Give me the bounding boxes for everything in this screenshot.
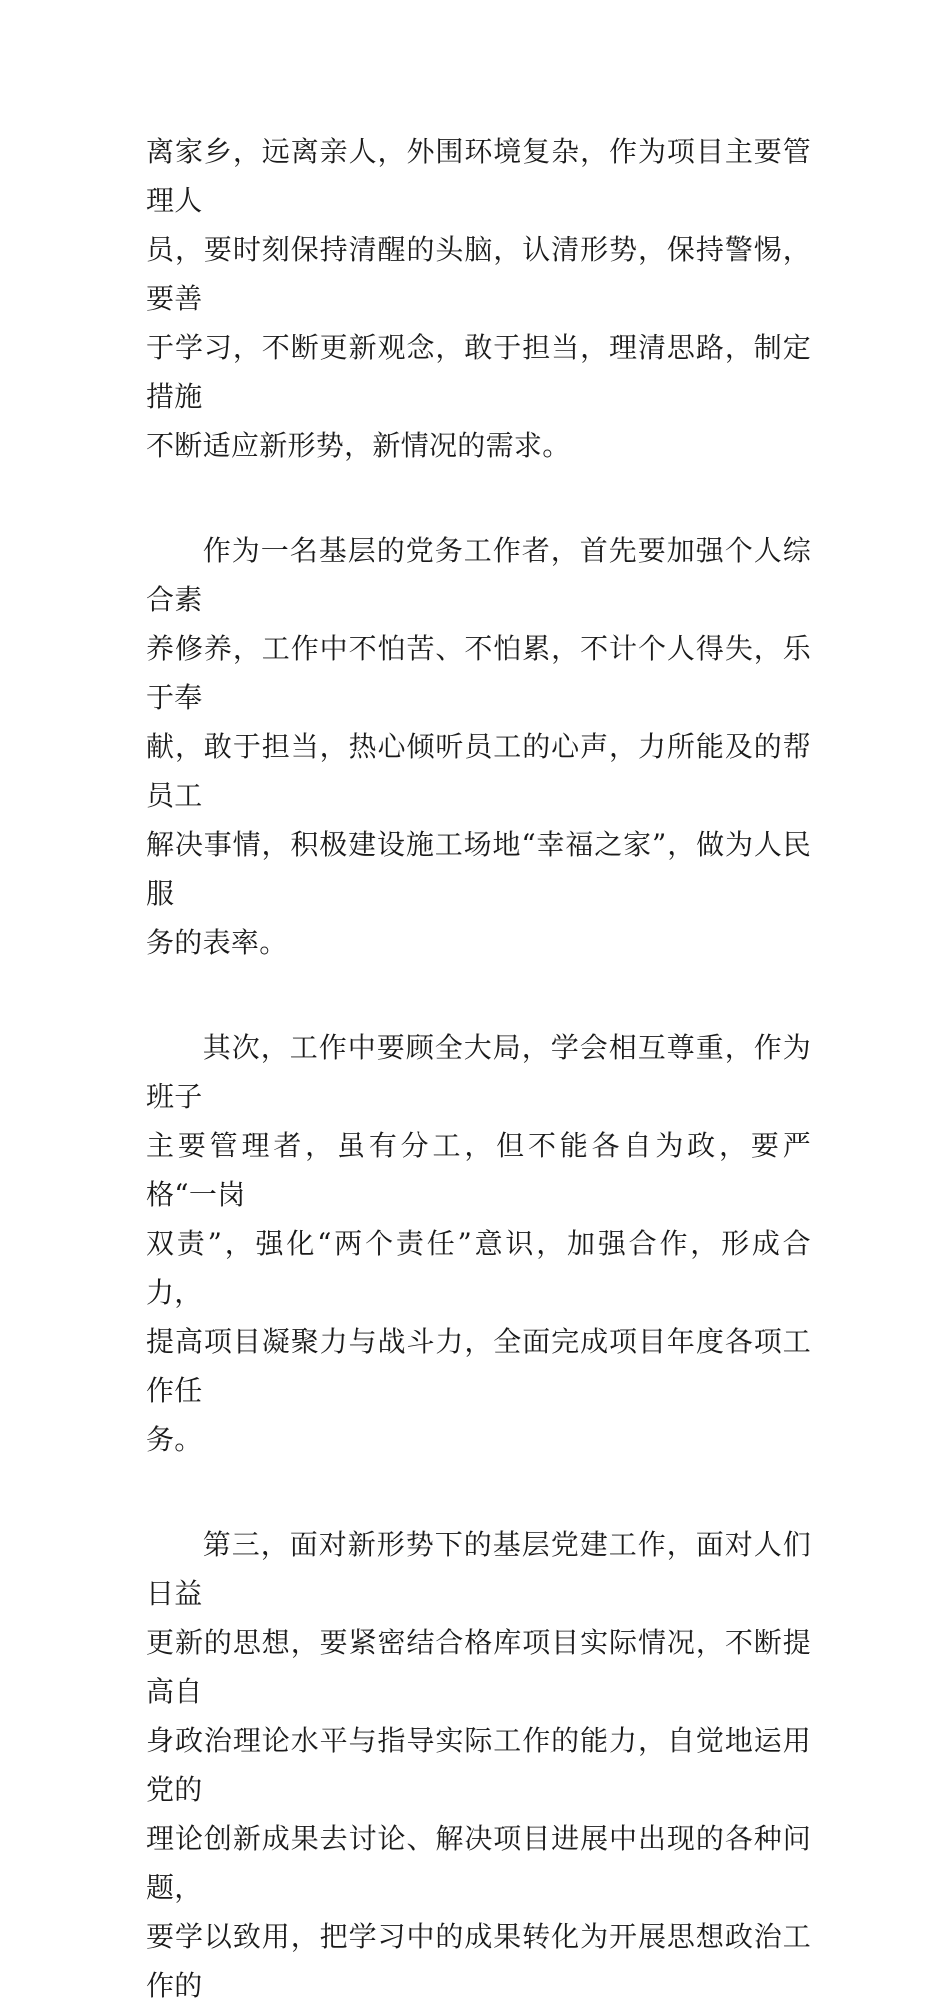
paragraph-party-worker: [146, 526, 811, 967]
paragraph-third: [146, 1520, 811, 2010]
document-body: [146, 127, 811, 2010]
text-line: 员，要时刻保持清醒的头脑，认清形势，保持警惕，要善: [146, 233, 811, 315]
text-line: 双责”，强化“两个责任”意识，加强合作，形成合力，: [146, 1227, 811, 1309]
text-line: 于学习，不断更新观念，敢于担当，理清思路，制定措施: [146, 331, 811, 413]
text-line: 提高项目凝聚力与战斗力，全面完成项目年度各项工作任: [146, 1325, 811, 1407]
text-line: 献，敢于担当，热心倾听员工的心声，力所能及的帮员工: [146, 730, 811, 812]
paragraph-second: [146, 1023, 811, 1464]
paragraph-continuation: [146, 127, 811, 470]
text-line: 作为一名基层的党务工作者，首先要加强个人综合素: [146, 534, 811, 616]
text-line: 第三，面对新形势下的基层党建工作，面对人们日益: [146, 1528, 811, 1610]
text-line: 离家乡，远离亲人，外围环境复杂，作为项目主要管理人: [146, 135, 811, 217]
text-line: 不断适应新形势，新情况的需求。: [146, 429, 571, 462]
text-line: 理论创新成果去讨论、解决项目进展中出现的各种问题，: [146, 1822, 811, 1904]
text-line: 要学以致用，把学习中的成果转化为开展思想政治工作的: [146, 1920, 811, 2002]
text-line: 身政治理论水平与指导实际工作的能力，自觉地运用党的: [146, 1724, 811, 1806]
text-line: 养修养，工作中不怕苦、不怕累，不计个人得失，乐于奉: [146, 632, 811, 714]
text-line: 解决事情，积极建设施工场地“幸福之家”，做为人民服: [146, 828, 811, 910]
text-line: 更新的思想，要紧密结合格库项目实际情况，不断提高自: [146, 1626, 811, 1708]
text-line: 务。: [146, 1423, 203, 1456]
text-line: 其次，工作中要顾全大局，学会相互尊重，作为班子: [146, 1031, 811, 1113]
text-line: 务的表率。: [146, 926, 288, 959]
text-line: 主要管理者，虽有分工，但不能各自为政，要严格“一岗: [146, 1129, 811, 1211]
